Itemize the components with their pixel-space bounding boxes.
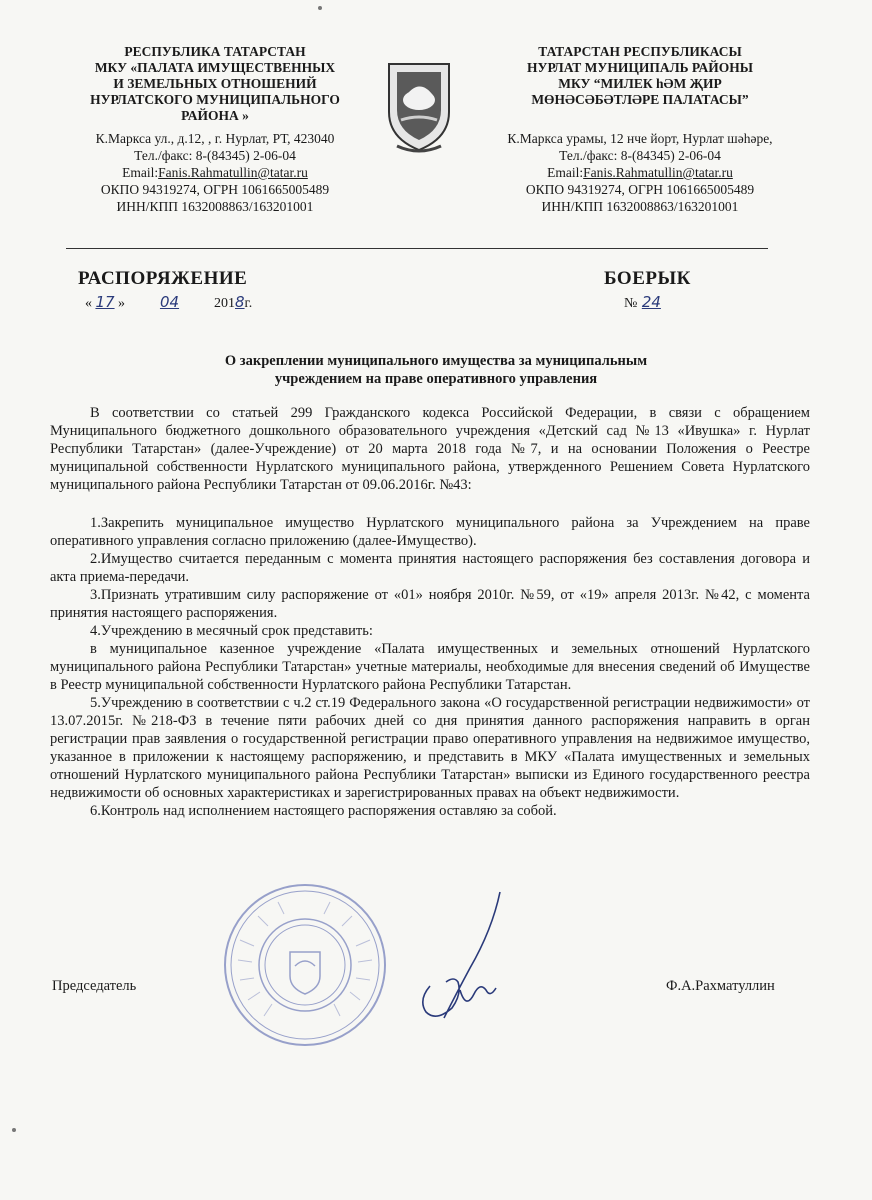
header-left-line5: РАЙОНА » [181, 108, 249, 123]
signatory-position: Председатель [52, 978, 137, 994]
date-month: 04 [159, 293, 180, 311]
paper-speck [12, 1128, 16, 1132]
header-right-address: К.Маркса урамы, 12 нче йорт, Нурлат шәһәре, [507, 131, 773, 146]
date-close-quote: » [118, 296, 125, 311]
date-suffix: г. [244, 296, 253, 311]
header-left-email[interactable]: Fanis.Rahmatullin@tatar.ru [158, 165, 308, 180]
header-divider [66, 248, 768, 249]
stamp-seal-icon [220, 880, 390, 1050]
item-paragraph: 3.Признать утратившим силу распоряжение от «01» ноября 2010г. №59, от «19» апреля 2013г. №42, с момента принятия настоящего распоряжения. [50, 587, 810, 621]
number-label: № [624, 296, 638, 311]
item-paragraph: 4.Учреждению в месячный срок представить: [90, 623, 373, 639]
document-title [90, 352, 782, 388]
date-day: 17 [95, 293, 115, 311]
email-label: Email: [547, 165, 584, 180]
header-right-okpo: ОКПО 94319274, ОГРН 1061665005489 [525, 182, 755, 197]
handwritten-signature [400, 890, 540, 1040]
official-stamp [220, 880, 390, 1050]
header-left-inn: ИНН/КПП 1632008863/163201001 [116, 199, 314, 214]
header-left-line4: НУРЛАТСКОГО МУНИЦИПАЛЬНОГО [90, 92, 340, 107]
document-body [50, 404, 810, 820]
signatory-name: Ф.А.Рахматуллин [666, 978, 775, 994]
number-value: 24 [641, 293, 661, 311]
header-right-email[interactable]: Fanis.Rahmatullin@tatar.ru [583, 165, 733, 180]
item-paragraph: в муниципальное казенное учреждение «Палата имущественных и земельных отношений Нурлатского муниципального района Республики Татарстан» учетные материалы, необходимые для внесения сведений об Имуществе в Реестр муниципальной собственности Нурлатского района Республики Татарстан. [50, 641, 810, 693]
header-left-line1: РЕСПУБЛИКА ТАТАРСТАН [124, 44, 306, 59]
header-left-phone: Тел./факс: 8-(84345) 2-06-04 [134, 148, 296, 163]
header-right-line2: НУРЛАТ МУНИЦИПАЛЬ РАЙОНЫ [527, 60, 753, 75]
doc-type-ru: РАСПОРЯЖЕНИЕ [78, 268, 248, 289]
title-line1: О закреплении муниципального имущества за муниципальным [224, 353, 648, 369]
doc-type-tt: БОЕРЫК [604, 268, 691, 289]
header-right-inn: ИНН/КПП 1632008863/163201001 [541, 199, 739, 214]
date-open-quote: « [85, 296, 92, 311]
signature-mark-icon [400, 890, 540, 1040]
email-label: Email: [122, 165, 159, 180]
header-left [40, 44, 390, 215]
preamble-paragraph: В соответствии со статьей 299 Гражданского кодекса Российской Федерации, в связи с обращением Муниципального бюджетного дошкольного образовательного учреждения «Детский сад №13 «Ивушка» г. Нурлат Республики Татарстан» (далее-Учреждение) от 20 марта 2018 года №7, и на основании Положения о Реестре муниципальной собственности Нурлатского муниципального района, утвержденного Решением Совета Нурлатского муниципального района Республики Татарстан от 09.06.2016г. №43: [50, 405, 810, 493]
item-paragraph: 2.Имущество считается переданным с момента принятия настоящего распоряжения без составления договора и акта приема-передачи. [50, 551, 810, 585]
item-paragraph: 1.Закрепить муниципальное имущество Нурлатского муниципального района за Учреждением на праве оперативного управления согласно приложению (далее-Имущество). [50, 515, 810, 549]
header-right-phone: Тел./факс: 8-(84345) 2-06-04 [559, 148, 721, 163]
header-right-line4: МӨНӘСӘБӘТЛӘРЕ ПАЛАТАСЫ” [531, 92, 749, 107]
header-left-line2: МКУ «ПАЛАТА ИМУЩЕСТВЕННЫХ [94, 60, 336, 75]
coat-of-arms-emblem [383, 58, 455, 158]
header-right-line3: МКУ “МИЛЕК hӘМ ҖИР [558, 76, 722, 91]
date-year-prefix: 201 [214, 296, 235, 311]
header-right-line1: ТАТАРСТАН РЕСПУБЛИКАСЫ [538, 44, 742, 59]
header-left-address: К.Маркса ул., д.12, , г. Нурлат, РТ, 423040 [95, 131, 335, 146]
header-right [470, 44, 810, 215]
emblem-icon [383, 58, 455, 158]
header-left-line3: И ЗЕМЕЛЬНЫХ ОТНОШЕНИЙ [113, 76, 317, 91]
item-paragraph: 6.Контроль над исполнением настоящего распоряжения оставляю за собой. [90, 803, 557, 819]
document-number [624, 293, 665, 312]
date-year-digit: 8 [235, 293, 245, 311]
item-paragraph: 5.Учреждению в соответствии с ч.2 ст.19 Федерального закона «О государственной регистрации недвижимости» от 13.07.2015г. №218-ФЗ в течение пяти рабочих дней со дня принятия данного распоряжения направить в орган регистрации прав заявления о государственной регистрации право оперативного управления на недвижимое имущество, указанное в приложении к настоящему распоряжению, и представить в МКУ «Палата имущественных и земельных отношений Нурлатского муниципального района Республики Татарстан» выписки из Единого государственного реестра недвижимости об основных характеристиках и зарегистрированных правах на объект недвижимости. [50, 695, 810, 801]
paper-speck [318, 6, 322, 10]
document-date [85, 293, 252, 312]
title-line2: учреждением на праве оперативного управления [274, 371, 598, 387]
header-right-email-row [470, 164, 810, 181]
header-left-email-row [40, 164, 390, 181]
header-left-okpo: ОКПО 94319274, ОГРН 1061665005489 [100, 182, 330, 197]
